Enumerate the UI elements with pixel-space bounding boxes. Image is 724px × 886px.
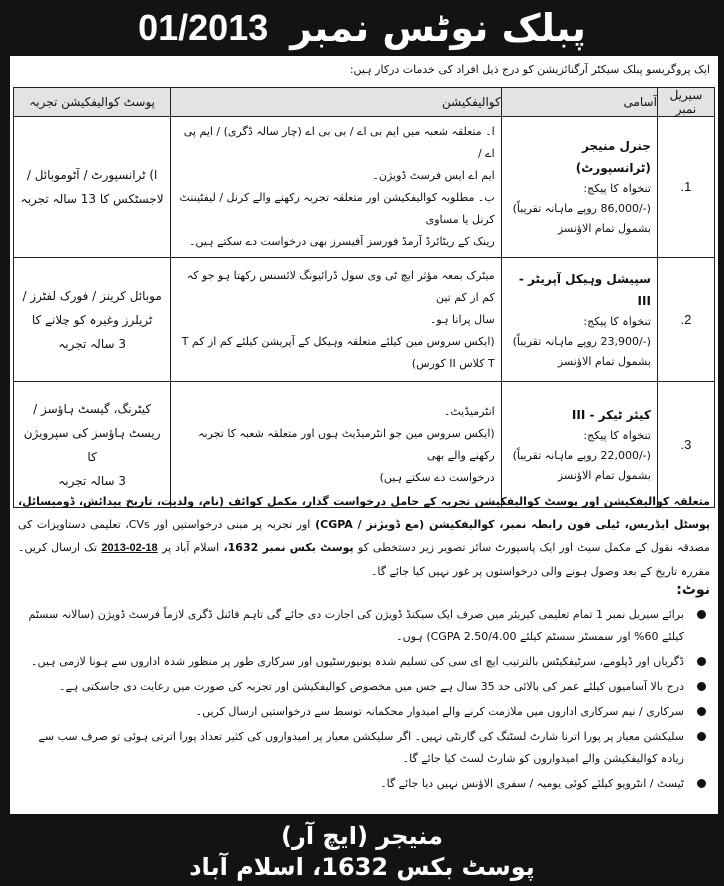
intro-text: ایک پروگریسو پبلک سیکٹر آرگنائزیشن کو درج ذیل افراد کی خدمات درکار ہیں: (349, 63, 710, 76)
table-row (14, 258, 715, 382)
table-header-row (14, 88, 715, 117)
qualification-line: انٹرمیڈیٹ۔ (443, 404, 495, 418)
bullet-icon (697, 657, 706, 666)
note-text: ٹیسٹ / انٹرویو کیلئے کوئی یومیہ / سفری الاؤنس نہیں دیا جائے گا۔ (380, 777, 684, 790)
note-text: درج بالا آسامیوں کیلئے عمر کی بالائی حد 35 سال ہے جس میں مخصوص کوالیفکیشن اور تجربہ کی صورت میں رعایت دی جاسکتی ہے۔ (59, 680, 684, 693)
experience-line: ٹریلرز وغیرہ کو چلانے کا (31, 312, 153, 327)
experience-line: موبائل کرینز / فورک لفٹرز / (22, 288, 162, 303)
note-item (20, 604, 710, 648)
postal-address: پوسٹ بکس نمبر 1632، (223, 541, 354, 554)
header-serial: سیریل نمبر (657, 88, 714, 117)
qualification-line: رینک کے ریٹائرڈ آرمڈ فورسز آفیسرز بھی درخواست دے سکتے ہیں۔ (188, 235, 495, 248)
post-title: سپیشل وہیکل آپریٹر - III (518, 271, 651, 308)
bullet-icon (697, 682, 706, 691)
notice-number: 01/2013 (138, 6, 269, 48)
bullet-icon (697, 732, 706, 741)
notice-footer (0, 814, 724, 886)
qualification-line: ب۔ مطلوبہ کوالیفکیشن اور متعلقہ تجربہ رکھنے والے کرنل / لیفٹیننٹ کرنل یا مساوی (179, 191, 495, 226)
bullet-icon (697, 707, 706, 716)
allowances: بشمول تمام الاؤنسز (557, 468, 651, 482)
qualification-line: میٹرک بمعہ مؤثر ایچ ٹی وی سول ڈرائیونگ لائسنس رکھتا ہو جو کہ کم از کم تین (186, 268, 495, 304)
serial-cell: 3. (657, 382, 714, 508)
bullet-icon (697, 779, 706, 788)
experience-line: 3 سالہ تجربہ (58, 473, 126, 488)
table-row (14, 117, 715, 258)
post-cell (501, 382, 657, 508)
experience-line: 3 سالہ تجربہ (58, 336, 126, 351)
experience-cell (14, 382, 171, 508)
qualification-line: ایم اے ایس فرسٹ ڈویژن۔ (372, 169, 495, 182)
note-item (20, 726, 710, 770)
notes-list (20, 604, 710, 798)
signatory-address: پوسٹ بکس 1632، اسلام آباد (189, 853, 535, 881)
qualification-line: ا۔ متعلقہ شعبہ میں ایم بی اے / بی بی اے (چار سالہ ڈگری) / ایم پی اے / (183, 125, 495, 160)
post-title: جنرل منیجر (ٹرانسپورٹ) (575, 139, 651, 175)
qualification-line: سال پرانا ہو۔ (429, 312, 495, 326)
allowances: بشمول تمام الاؤنسز (557, 222, 651, 235)
qualification-line: (ایکس سروس مین جو انٹرمیڈیٹ ہوں اور متعلقہ شعبہ کا تجربہ رکھنے والے بھی (198, 426, 495, 462)
notice-title: پبلک نوٹس نمبر (290, 5, 586, 50)
instructions-closing: تک ارسال کریں۔ مقررہ تاریخ کے بعد وصول ہونے والی درخواستوں پر غور نہیں کیا جائے گا۔ (18, 541, 710, 578)
signatory-title: منیجر (ایچ آر) (281, 822, 443, 850)
experience-cell (14, 258, 171, 382)
header-post: آسامی (501, 88, 657, 117)
instructions-bold: متعلقہ کوالیفکیشن اور پوسٹ کوالیفکیشن تجربہ کے حامل درخواست گذار، مکمل کوائف (نام، ولدیت، تاریخ پیدائش، ڈومیسائل، پوسٹل ایڈریس، ٹیلی فون رابطہ نمبر، کوالیفکیشن (مع ڈویژنز / CGPA) (18, 495, 710, 531)
serial-cell: 1. (657, 117, 714, 258)
application-instructions (18, 490, 710, 583)
allowances: بشمول تمام الاؤنسز (557, 354, 651, 368)
experience-line: ا) ٹرانسپورٹ / آٹوموبائل / (26, 168, 158, 182)
deadline-date: 18-02-2013 (101, 542, 158, 554)
bullet-icon (697, 610, 706, 619)
note-text: برائے سیریل نمبر 1 تمام تعلیمی کیریئر میں صرف ایک سیکنڈ ڈویژن کی اجازت دی جائے گی تاہم فائنل ڈگری لازماً فرسٹ ڈویژن (سالانہ سسٹم کیلئے 60% اور سمسٹر سسٹم کیلئے 2.50/4.00 CGPA) ہوں۔ (28, 608, 684, 643)
note-item (20, 773, 710, 795)
post-cell (501, 258, 657, 382)
salary-value: (-/86,000 روپے ماہانہ تقریباً) (512, 202, 651, 215)
qualification-cell (171, 382, 501, 508)
post-title: کیئر ٹیکر - III (571, 407, 651, 422)
qualification-cell (171, 117, 501, 258)
experience-line: ریسٹ ہاؤسز کی سپرویژن کا (23, 425, 161, 464)
qualification-line: درخواست دے سکتے ہیں) (379, 470, 495, 484)
qualification-cell (171, 258, 501, 382)
note-item (20, 651, 710, 673)
note-text: سلیکشن معیار پر پورا اترنا شارٹ لسٹنگ کی گارنٹی نہیں۔ اگر سلیکشن معیار پر امیدواروں کی کثیر تعداد پورا اترتی ہوئی تو صرف سب سے زیادہ کوالیفکیشن والے امیدواروں کو شارٹ لسٹ کیا جائے گا۔ (38, 730, 684, 765)
instructions-plain: اور تجربہ پر مبنی درخواستیں اور CVs، تعلیمی دستاویزات کی مصدقہ نقول کے مکمل سیٹ اور ایک پاسپورٹ سائز تصویر زیر دستخطی کو (18, 518, 710, 554)
salary-value: (-/23,900 روپے ماہانہ تقریباً) (512, 334, 651, 348)
jobs-table (13, 87, 715, 508)
salary-label: تنخواہ کا پیکج: (583, 182, 651, 195)
header-experience: پوسٹ کوالیفکیشن تجربہ (14, 88, 171, 117)
notice-body (10, 56, 718, 814)
header-qualification: کوالیفکیشن (171, 88, 501, 117)
experience-line: کیٹرنگ، گیسٹ ہاؤسز / (33, 401, 152, 416)
qualification-line: (ایکس سروس مین کیلئے متعلقہ وہیکل کے آپریشن کیلئے کم از کم T T کلاس II کورس) (181, 334, 495, 370)
salary-value: (-/22,000 روپے ماہانہ تقریباً) (512, 448, 651, 462)
note-item (20, 701, 710, 723)
post-cell (501, 117, 657, 258)
table-row (14, 382, 715, 508)
experience-cell (14, 117, 171, 258)
experience-line: لاجسٹکس کا 13 سالہ تجربہ (20, 192, 164, 206)
note-text: ڈگریاں اور ڈپلومے، سرٹیفکیٹس بالترتیب ایچ ای سی کی تسلیم شدہ یونیورسٹیوں اور سرکاری طور پر منظور شدہ اداروں سے ہونا لازمی ہیں۔ (31, 655, 684, 668)
notice-header (0, 0, 724, 55)
notes-heading: نوٹ: (676, 582, 710, 598)
note-item (20, 676, 710, 698)
salary-label: تنخواہ کا پیکج: (583, 314, 651, 328)
serial-cell: 2. (657, 258, 714, 382)
city: اسلام آباد پر (162, 541, 220, 554)
note-text: سرکاری / نیم سرکاری اداروں میں ملازمت کرنے والے امیدوار محکمانہ توسط سے درخواستیں ارسال کریں۔ (195, 705, 684, 718)
salary-label: تنخواہ کا پیکج: (583, 428, 651, 442)
